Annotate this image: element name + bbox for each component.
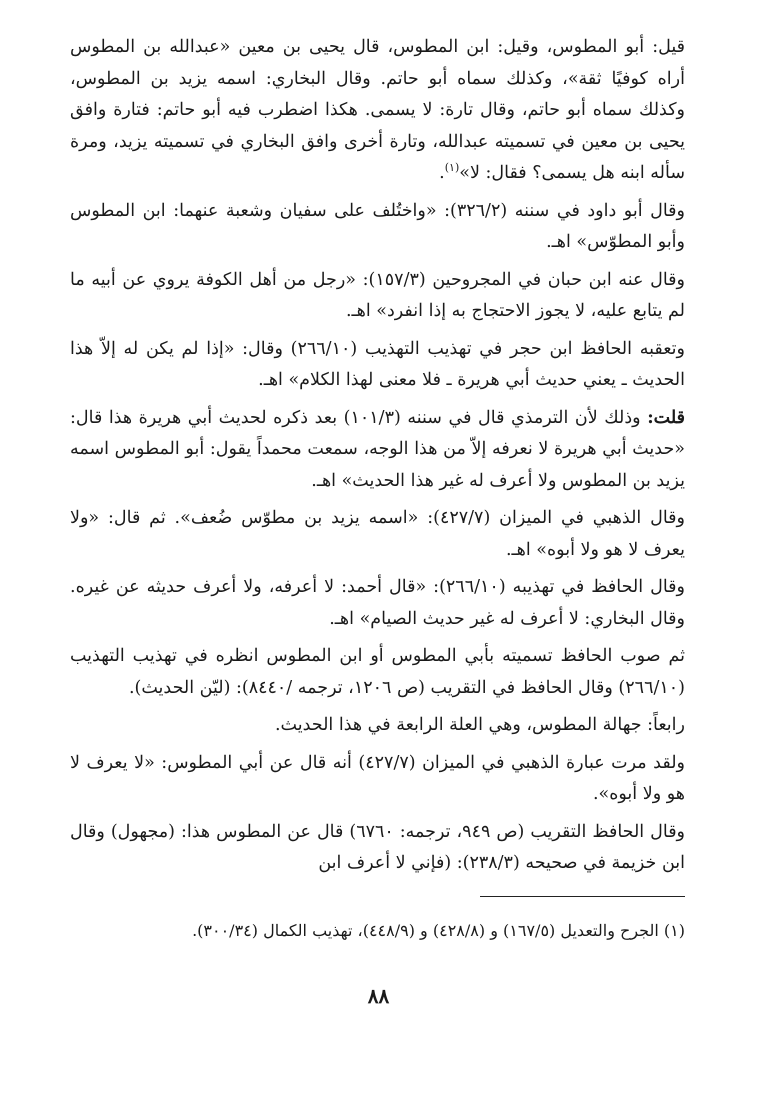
footnote-divider [480, 896, 685, 897]
paragraph-text: وقال عنه ابن حبان في المجروحين (١٥٧/٣): «رجل من أهل الكوفة يروي عن أبيه ما لم يتابع عليه، لا يجوز الاحتجاج به إذا انفرد» اهـ. [70, 269, 685, 321]
paragraph [70, 503, 685, 566]
paragraph-end: . [439, 163, 445, 183]
paragraph-text: وقال أبو داود في سننه (٣٢٦/٢): «واختُلف على سفيان وشعبة عنهما: ابن المطوس وأبو المطوّس» اهـ. [70, 200, 685, 252]
paragraph [70, 265, 685, 328]
footnote-text: الجرح والتعديل (١٦٧/٥) و (٤٢٨/٨) و (٤٤٨/٩)، تهذيب الكمال (٣٠٠/٣٤). [192, 921, 659, 940]
paragraph [70, 641, 685, 704]
page-body [70, 32, 685, 886]
paragraph-text: وتعقبه الحافظ ابن حجر في تهذيب التهذيب (٢٦٦/١٠) وقال: «إذا لم يكن له إلاّ هذا الحديث ـ يعني حديث أبي هريرة ـ فلا معنى لهذا الكلام» اهـ. [70, 338, 685, 390]
paragraph-lead: قلت: [647, 407, 685, 428]
paragraph [70, 710, 685, 742]
paragraph-text: ولقد مرت عبارة الذهبي في الميزان (٤٢٧/٧) أنه قال عن أبي المطوس: «لا يعرف لا هو ولا أبوه». [70, 752, 686, 804]
page-number: ٨٨ [367, 984, 390, 1008]
paragraph-text: وقال الذهبي في الميزان (٤٢٧/٧): «اسمه يزيد بن مطوّس ضُعف». ثم قال: «ولا يعرف لا هو ولا أبوه» اهـ. [70, 508, 685, 560]
paragraph-text: قيل: أبو المطوس، وقيل: ابن المطوس، قال يحيى بن معين «عبدالله بن المطوس أراه كوفيًا ثقة»، وكذلك سماه أبو حاتم. وقال البخاري: اسمه يزيد بن المطوس، وكذلك سماه أبو حاتم، وقال تارة: لا يسمى. هكذا اضطرب فيه أبو حاتم: فتارة وافق يحيى بن معين في تسميته عبدالله، وتارة أخرى وافق البخاري في تسميته يزيد، ومرة سأله ابنه هل يسمى؟ فقال: لا» [70, 37, 685, 183]
paragraph [70, 572, 685, 635]
paragraph [70, 334, 685, 397]
paragraph [70, 196, 685, 259]
paragraph-text: وقال الحافظ في تهذيبه (٢٦٦/١٠): «قال أحمد: لا أعرفه، ولا أعرف حديثه عن غيره. وقال البخاري: لا أعرف له غير حديث الصيام» اهـ. [70, 577, 685, 629]
footnote-marker: (١) [663, 921, 685, 940]
paragraph [70, 748, 685, 811]
footnote-reference: (١) [444, 161, 460, 175]
paragraph-text: رابعاً: جهالة المطوس، وهي العلة الرابعة في هذا الحديث. [274, 715, 685, 735]
paragraph [70, 817, 685, 880]
paragraph-text: وذلك لأن الترمذي قال في سننه (١٠١/٣) بعد ذكره لحديث أبي هريرة هذا قال: «حديث أبي هريرة لا نعرفه إلاّ من هذا الوجه، سمعت محمداً يقول: أبو المطوس اسمه يزيد بن المطوس ولا أعرف له غير هذا الحديث» اهـ. [70, 407, 685, 491]
paragraph [70, 32, 685, 190]
paragraph-text: وقال الحافظ التقريب (ص ٩٤٩، ترجمه: ٦٧٦٠) قال عن المطوس هذا: (مجهول) وقال ابن خزيمة في صحيحه (٢٣٨/٣): (فإني لا أعرف ابن [70, 821, 686, 873]
footnote [70, 918, 685, 944]
paragraph [70, 403, 685, 498]
paragraph-text: ثم صوب الحافظ تسميته بأبي المطوس أو ابن المطوس انظره في تهذيب التهذيب (٢٦٦/١٠) وقال الحافظ في التقريب (ص ١٢٠٦، ترجمه /٨٤٤٠): (ليّن الحديث). [70, 646, 685, 698]
